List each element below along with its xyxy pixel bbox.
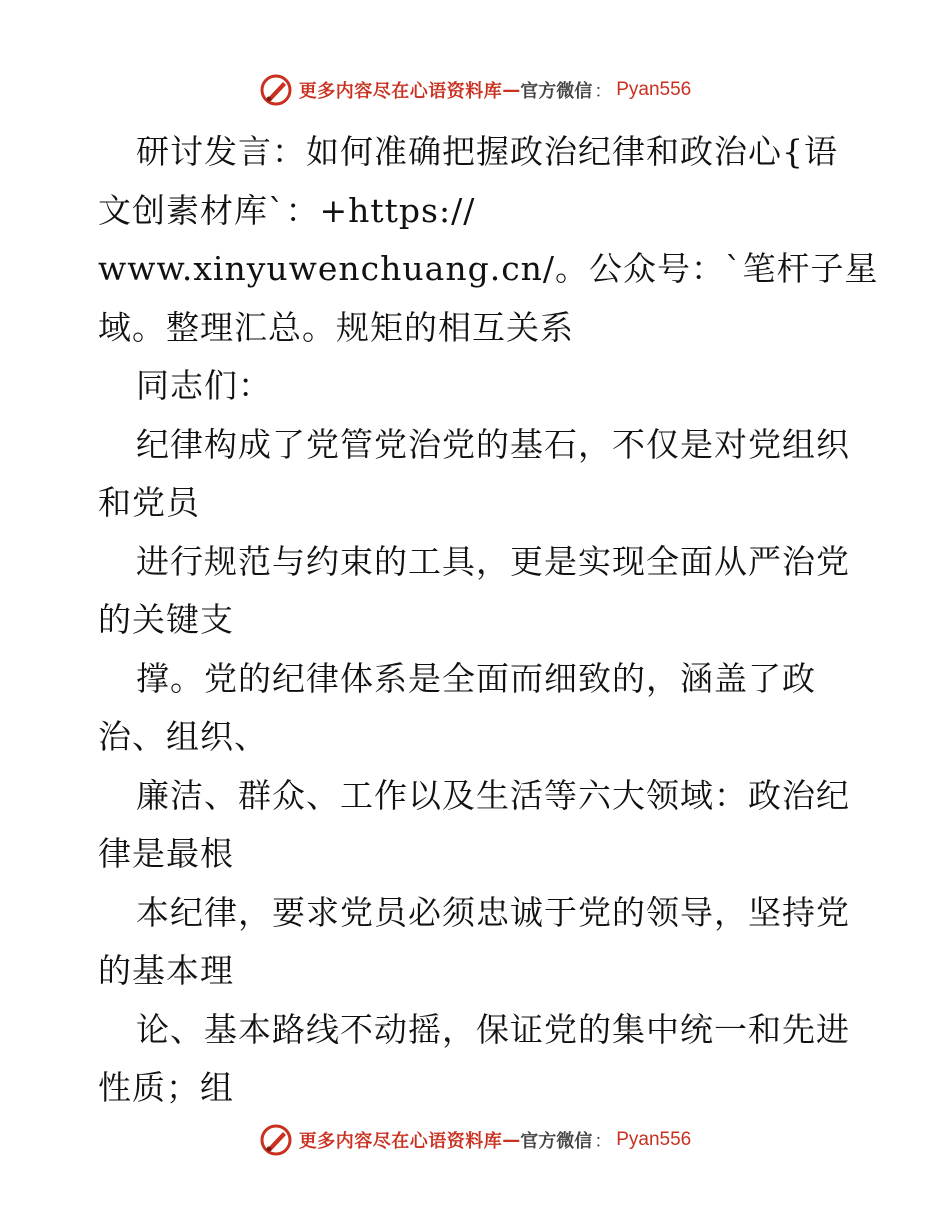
banner-wechat-id: Pyan556 [616,1129,692,1150]
text-line: 的关键支 [98,600,234,639]
footer-watermark-banner [0,1120,950,1160]
banner-wechat-label: 官方微信 [520,81,593,102]
text-line: 的基本理 [98,951,234,990]
banner-colon: ： [594,81,613,102]
text-line: 论、基本路线不动摇，保证党的集中统一和先进 [136,1009,850,1049]
brush-logo-icon [259,1123,293,1157]
banner-dash: — [502,79,521,101]
brush-logo-icon [259,73,293,107]
banner-brand-text: 更多内容尽在心语资料库 [298,1131,503,1152]
banner-colon: ： [594,1131,613,1152]
text-line: 域。整理汇总。规矩的相互关系 [98,307,574,347]
text-line: 研讨发言：如何准确把握政治纪律和政治心{语 [136,132,838,171]
text-line: 廉洁、群众、工作以及生活等六大领域：政治纪 [136,775,850,815]
text-line: 文创素材库`：+https:// [98,190,476,230]
text-line: 撑。党的纪律体系是全面而细致的，涵盖了政 [136,658,816,698]
text-line: 进行规范与约束的工具，更是实现全面从严治党 [136,541,850,581]
text-line: 治、组织、 [98,717,268,756]
text-line: 本纪律，要求党员必须忠诚于党的领导，坚持党 [136,892,850,932]
document-body [98,123,879,1118]
text-line: 纪律构成了党管党治党的基石，不仅是对党组织 [136,424,850,464]
text-line: 律是最根 [98,834,234,873]
header-watermark-banner [0,70,950,110]
banner-brand-text: 更多内容尽在心语资料库 [298,81,503,102]
text-line: 同志们： [136,366,272,405]
banner-wechat-id: Pyan556 [616,79,692,100]
text-line: www.xinyuwenchuang.cn/。公众号：`笔杆子星 [98,249,879,288]
text-line: 和党员 [98,483,200,522]
banner-dash: — [502,1129,521,1151]
text-line: 性质；组 [98,1068,234,1107]
banner-wechat-label: 官方微信 [520,1131,593,1152]
